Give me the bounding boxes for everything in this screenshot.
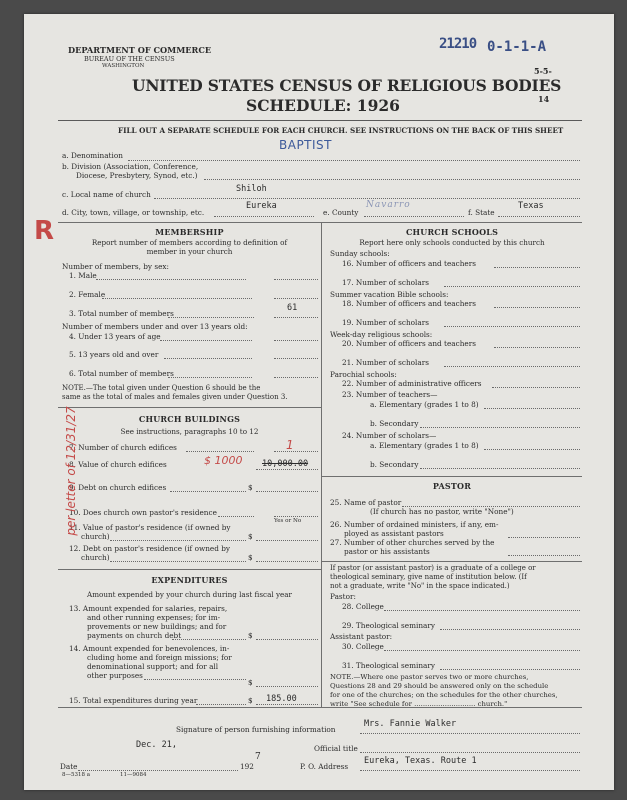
q22-answer-line	[492, 387, 580, 388]
pastor-rule	[321, 561, 582, 562]
denomination-line	[128, 160, 580, 161]
parochial-head: Parochial schools:	[330, 370, 397, 379]
q6-total: 6. Total number of members	[69, 369, 174, 378]
q15-total: 15. Total expenditures during year	[69, 696, 198, 705]
form-number: 8—5318 a	[62, 772, 91, 778]
q24a-answer-line	[484, 449, 580, 450]
q30-answer-line	[384, 650, 580, 651]
church-name-value: Shiloh	[236, 184, 267, 194]
schools-sub: Report here only schools conducted by this church	[359, 238, 545, 247]
q13-leader	[172, 639, 246, 640]
membership-title: MEMBERSHIP	[155, 227, 224, 237]
q10-leader	[218, 516, 254, 517]
expenditures-sub: Amount expended by your church during last fiscal year	[87, 590, 292, 599]
census-schedule-form	[24, 14, 614, 790]
q31: 31. Theological seminary	[342, 661, 435, 670]
q12-label-1: 12. Debt on pastor's residence (if owned by	[69, 544, 231, 553]
year-value: 7	[255, 752, 261, 762]
q26-answer-line	[508, 537, 580, 538]
official-title-label: Official title	[314, 744, 358, 753]
by-sex-label: Number of members, by sex:	[62, 262, 169, 271]
q11-dollar: $	[248, 532, 253, 541]
buildings-rule	[58, 569, 321, 570]
q14-line-2: cluding home and foreign missions; for	[87, 653, 232, 662]
q15-answer-line	[256, 704, 318, 705]
signature-line	[360, 733, 580, 734]
address-line	[360, 770, 580, 771]
q1-leader	[96, 279, 246, 280]
q10-answer-line	[274, 516, 318, 517]
q16: 16. Number of officers and teachers	[342, 259, 476, 268]
q1-male: 1. Male	[69, 271, 97, 280]
q7-value: 1	[286, 438, 294, 452]
pastor-note-1: NOTE.—Where one pastor serves two or more churches,	[330, 673, 529, 681]
q13-line-2: and other running expenses; for im-	[87, 613, 221, 622]
q3-value: 61	[287, 303, 298, 313]
signature-value: Mrs. Fannie Walker	[364, 719, 457, 729]
q10-own-residence: 10. Does church own pastor's residence	[69, 508, 217, 517]
county-label: e. County	[323, 208, 359, 217]
q27-answer-line	[508, 555, 580, 556]
q23a: a. Elementary (grades 1 to 8)	[370, 400, 479, 409]
q5-13-over: 5. 13 years old and over	[69, 350, 159, 359]
state-line	[498, 216, 580, 217]
q17: 17. Number of scholars	[342, 278, 429, 287]
summer-head: Summer vacation Bible schools:	[330, 290, 449, 299]
stamp-number: 21210	[439, 36, 477, 52]
q25: 25. Name of pastor	[330, 498, 402, 507]
q8-handwritten-value: $ 1000	[204, 454, 243, 467]
q16-answer-line	[494, 267, 580, 268]
sunday-head: Sunday schools:	[330, 249, 390, 258]
q21: 21. Number of scholars	[342, 358, 429, 367]
q12-label-2: church)	[81, 553, 110, 562]
q19: 19. Number of scholars	[342, 318, 429, 327]
city-value: Eureka	[246, 201, 277, 211]
q9-leader	[170, 491, 246, 492]
age-head: Number of members under and over 13 years old:	[62, 322, 248, 331]
q8-typed-value: 10,000.00	[262, 459, 309, 469]
q29: 29. Theological seminary	[342, 621, 435, 630]
q3-answer-line	[274, 317, 318, 318]
city-label: WASHINGTON	[102, 63, 145, 69]
q28-answer-line	[384, 610, 580, 611]
q30: 30. College	[342, 642, 384, 651]
yes-no-label: Yes or No	[274, 518, 302, 524]
small-code-2: 14	[538, 94, 550, 104]
q22: 22. Number of administrative officers	[342, 379, 482, 388]
small-code: 5-5-	[534, 66, 552, 76]
q24b-answer-line	[420, 468, 580, 469]
buildings-title: CHURCH BUILDINGS	[138, 414, 241, 424]
q12-answer-line	[256, 561, 318, 562]
expenditures-title: EXPENDITURES	[151, 575, 228, 585]
q20: 20. Number of officers and teachers	[342, 339, 476, 348]
q12-leader	[110, 561, 246, 562]
schools-title: CHURCH SCHOOLS	[405, 227, 499, 237]
q20-answer-line	[494, 347, 580, 348]
q2-leader	[102, 298, 252, 299]
q7-leader	[186, 451, 254, 452]
q4-answer-line	[274, 340, 318, 341]
q13-line-3: provements or new buildings; and for	[87, 622, 227, 631]
official-title-line	[360, 752, 580, 753]
pastor-title: PASTOR	[432, 481, 472, 491]
q18: 18. Number of officers and teachers	[342, 299, 476, 308]
q31-answer-line	[440, 669, 580, 670]
city-line	[214, 216, 314, 217]
grad-instr-1: If pastor (or assistant pastor) is a graduate of a college or	[330, 564, 536, 572]
year-prefix: 192	[240, 762, 254, 771]
city-label: d. City, town, village, or township, etc.	[62, 208, 205, 217]
date-value: Dec. 21,	[136, 740, 177, 750]
buildings-sub: See instructions, paragraphs 10 to 12	[120, 427, 259, 436]
membership-note-1: NOTE.—The total given under Question 6 should be the	[62, 384, 261, 392]
q19-answer-line	[444, 326, 580, 327]
box-top-rule	[58, 222, 582, 223]
q13-dollar: $	[248, 631, 253, 640]
pastor-note-2: Questions 28 and 29 should be answered only on the schedule	[330, 682, 549, 690]
bureau-label: BUREAU OF THE CENSUS	[84, 55, 175, 63]
q5-leader	[164, 358, 252, 359]
church-name-label: c. Local name of church	[62, 190, 151, 199]
q11-answer-line	[256, 540, 318, 541]
margin-r-mark: R	[34, 216, 55, 246]
division-label-2: Diocese, Presbytery, Synod, etc.)	[76, 171, 198, 180]
q23b: b. Secondary	[370, 419, 419, 428]
q23: 23. Number of teachers—	[342, 390, 438, 399]
q14-answer-line	[256, 686, 318, 687]
membership-sub-2: member in your church	[146, 247, 233, 256]
margin-side-note: per letter of 12/31/27	[64, 406, 78, 536]
grad-instr-2: theological seminary, give name of institution below. (If	[330, 573, 527, 581]
q24a: a. Elementary (grades 1 to 8)	[370, 441, 479, 450]
q13-line-1: 13. Amount expended for salaries, repairs,	[69, 604, 228, 613]
department-label: DEPARTMENT OF COMMERCE	[68, 45, 212, 55]
q13-answer-line	[256, 639, 318, 640]
q11-label-2: church)	[81, 532, 110, 541]
q3-total: 3. Total number of members	[69, 309, 174, 318]
q9-debt: 9. Debt on church edifices	[69, 483, 167, 492]
schools-rule	[321, 476, 582, 477]
q23b-answer-line	[420, 427, 580, 428]
q14-line-3: denominational support; and for all	[87, 662, 219, 671]
q14-dollar: $	[248, 678, 253, 687]
grad-instr-3: not a graduate, write "No" in the space indicated.)	[330, 582, 510, 590]
membership-sub-1: Report number of members according to definition of	[91, 238, 288, 247]
q11-label-1: 11. Value of pastor's residence (if owned by	[69, 523, 231, 532]
q27-line-1: 27. Number of other churches served by the	[330, 538, 495, 547]
denomination-label: a. Denomination	[62, 151, 123, 160]
q23a-answer-line	[484, 408, 580, 409]
q27-line-2: pastor or his assistants	[344, 547, 430, 556]
q4-under-13: 4. Under 13 years of age	[69, 332, 161, 341]
q8-value-label: 8. Value of church edifices	[69, 460, 167, 469]
q7-answer-line	[274, 451, 318, 452]
date-line	[78, 770, 238, 771]
stamp-code: 0-1-1-A	[487, 39, 547, 55]
q17-answer-line	[444, 286, 580, 287]
q9-dollar: $	[248, 483, 253, 492]
signature-label: Signature of person furnishing information	[176, 725, 336, 734]
denomination-stamp: BAPTIST	[279, 138, 332, 152]
q11-leader	[110, 540, 246, 541]
q12-dollar: $	[248, 553, 253, 562]
membership-rule	[58, 407, 321, 408]
q15-value: 185.00	[266, 694, 297, 704]
q4-leader	[160, 340, 252, 341]
state-label: f. State	[468, 208, 495, 217]
county-line	[364, 216, 464, 217]
column-divider	[321, 222, 322, 707]
q24b: b. Secondary	[370, 460, 419, 469]
q13-line-4: payments on church debt	[87, 631, 182, 640]
pastor-note-4: write "See schedule for ............................ church."	[330, 700, 508, 708]
q14-line-4: other purposes	[87, 671, 143, 680]
q7-edifices: 7. Number of church edifices	[69, 443, 177, 452]
q21-answer-line	[444, 366, 580, 367]
pastor-note-3: for one of the churches; on the schedules for the other churches,	[330, 691, 558, 699]
address-value: Eureka, Texas. Route 1	[364, 756, 477, 766]
q28: 28. College	[342, 602, 384, 611]
county-value: Navarro	[366, 200, 411, 210]
form-title: UNITED STATES CENSUS OF RELIGIOUS BODIES	[132, 76, 562, 95]
q2-female: 2. Female	[69, 290, 106, 299]
q15-dollar: $	[248, 696, 253, 705]
q1-answer-line	[274, 279, 318, 280]
division-line	[204, 179, 580, 180]
address-label: P. O. Address	[300, 762, 349, 771]
q14-leader	[144, 679, 246, 680]
print-number: 11—9084	[120, 772, 147, 778]
q5-answer-line	[274, 358, 318, 359]
q26-line-1: 26. Number of ordained ministers, if any, em-	[330, 520, 499, 529]
schedule-title: SCHEDULE: 1926	[246, 96, 400, 115]
q29-answer-line	[440, 629, 580, 630]
instruction-text: FILL OUT A SEPARATE SCHEDULE FOR EACH CHURCH. SEE INSTRUCTIONS ON THE BACK OF THIS SHEET	[118, 126, 564, 135]
q15-leader	[196, 704, 246, 705]
date-label: Date	[60, 762, 78, 771]
q26-line-2: ployed as assistant pastors	[344, 529, 444, 538]
membership-note-2: same as the total of males and females given under Question 3.	[62, 393, 288, 401]
q24: 24. Number of scholars—	[342, 431, 437, 440]
q18-answer-line	[494, 307, 580, 308]
header-rule	[58, 120, 582, 121]
q25-sub: (If church has no pastor, write "None")	[370, 507, 514, 516]
pastor-head: Pastor:	[330, 592, 356, 601]
q8-answer-line	[256, 469, 318, 470]
q3-leader	[168, 317, 254, 318]
weekday-head: Week-day religious schools:	[330, 330, 433, 339]
q2-answer-line	[274, 298, 318, 299]
assistant-head: Assistant pastor:	[330, 632, 393, 641]
q6-leader	[168, 377, 252, 378]
church-name-line	[154, 198, 580, 199]
q9-answer-line	[256, 491, 318, 492]
state-value: Texas	[518, 201, 544, 211]
division-label: b. Division (Association, Conference,	[62, 162, 199, 171]
q14-line-1: 14. Amount expended for benevolences, in-	[69, 644, 230, 653]
q6-answer-line	[274, 377, 318, 378]
